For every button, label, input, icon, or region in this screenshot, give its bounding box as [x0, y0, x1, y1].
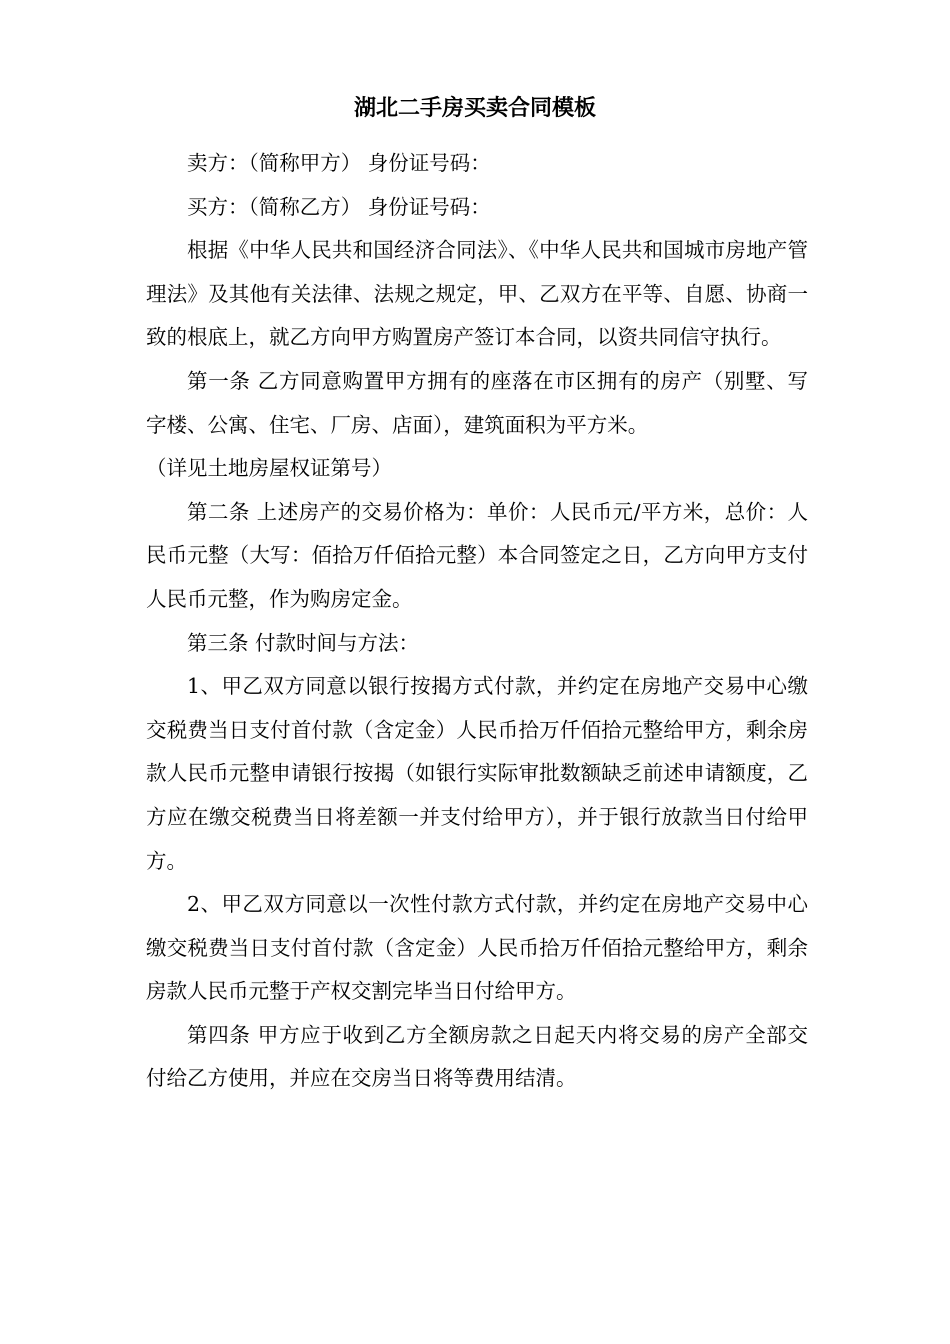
document-body — [146, 142, 808, 1101]
article-1-note: （详见土地房屋权证第号） — [146, 456, 392, 481]
document-title: 湖北二手房买卖合同模板 — [353, 96, 596, 121]
buyer-line: 买方：（简称乙方） 身份证号码： — [187, 194, 491, 219]
article-3-clause-2: 2、甲乙双方同意以一次性付款方式付款，并约定在房地产交易中心缴交税费当日支付首付款（含定金）人民币拾万仟佰拾元整给甲方，剩余房款人民币元整于产权交割完毕当日付给甲方。 — [146, 892, 808, 1004]
article-2-paragraph: 第二条 上述房产的交易价格为：单价：人民币元/平方米，总价：人民币元整（大写：佰拾万仟佰拾元整）本合同签定之日，乙方向甲方支付人民币元整，作为购房定金。 — [146, 499, 808, 611]
article-4-paragraph: 第四条 甲方应于收到乙方全额房款之日起天内将交易的房产全部交付给乙方使用，并应在交房当日将等费用结清。 — [146, 1022, 808, 1091]
article-1-paragraph: 第一条 乙方同意购置甲方拥有的座落在市区拥有的房产（别墅、写字楼、公寓、住宅、厂房、店面），建筑面积为平方米。 — [146, 368, 808, 437]
seller-line: 卖方：（简称甲方） 身份证号码： — [187, 151, 491, 175]
article-3-clause-1: 1、甲乙双方同意以银行按揭方式付款，并约定在房地产交易中心缴交税费当日支付首付款（含定金）人民币拾万仟佰拾元整给甲方，剩余房款人民币元整申请银行按揭（如银行实际审批数额缺乏前述申请额度，乙方应在缴交税费当日将差额一并支付给甲方），并于银行放款当日付给甲方。 — [146, 674, 808, 873]
article-3-heading: 第三条 付款时间与方法： — [187, 630, 420, 655]
preamble-paragraph: 根据《中华人民共和国经济合同法》、《中华人民共和国城市房地产管理法》及其他有关法律、法规之规定，甲、乙双方在平等、自愿、协商一致的根底上，就乙方向甲方购置房产签订本合同，以资共同信守执行。 — [146, 238, 808, 350]
